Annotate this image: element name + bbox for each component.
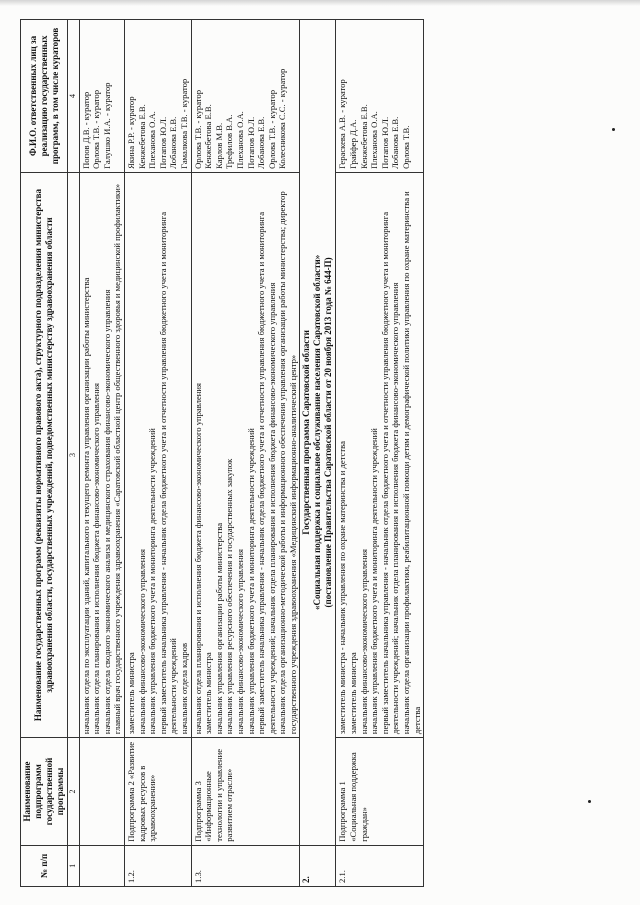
header-col-fio: Ф.И.О. ответственных лиц за реализацию государственных программ, в том числе кураторов: [21, 20, 68, 173]
row-name: Подпрограмма 2 «Развитие кадровых ресурсов в здравоохранении»: [124, 738, 191, 846]
row-num: 2.1.: [336, 845, 424, 886]
header-col-subprogram: Наименование подпрограмм государственной программы: [21, 738, 68, 846]
row-fio: Якина Р.Р. - куратор Кенжебетова Е.В. Плеханова О.А. Потапов Ю.Л. Лобанова Е.В. Гамалкова Т.В. - куратор: [124, 20, 191, 173]
row-name: [79, 738, 124, 846]
colnum-4: 4: [68, 20, 80, 173]
section-row: [300, 20, 336, 887]
row-fio: Гераскева А.В. - куратор Грайфер Д.А. Кенжебетова Е.В. Плеханова О.А. Потапов Ю.Л. Лобанова Е.В. Орлова Т.В.: [336, 20, 424, 173]
programs-table: [20, 19, 424, 887]
colnum-3: 3: [68, 172, 80, 737]
header-col-responsible: Наименование государственных программ (реквизиты нормативного правового акта), структурного подразделения министерства здравоохранения области, государственных учреждений, подведомственных министерству здравоохранения области: [21, 172, 68, 737]
table-row: [336, 20, 424, 887]
table-row: [124, 20, 191, 887]
row-num: [79, 845, 124, 886]
section-num: 2.: [300, 845, 336, 886]
table-row: [79, 20, 124, 887]
row-num: 1.3.: [191, 845, 300, 886]
row-name: Подпрограмма 3 «Информационные технологии и управление развитием отрасли»: [191, 738, 300, 846]
row-name: Подпрограмма 1 «Социальная поддержка граждан»: [336, 738, 424, 846]
row-responsible: заместитель министра начальник финансово-экономического управления начальник управления бюджетного учета и мониторинга деятельности учреждений первый заместитель начальника управления - начальник отдела бюджетного учета и отчетности управления бюджетного учета и мониторинга деятельности учреждений начальник отдела кадров: [124, 172, 191, 737]
header-col-no: № п/п: [21, 845, 68, 886]
row-responsible: заместитель министра - начальник управления по охране материнства и детства заместитель министра начальник финансово-экономического управления начальник управления бюджетного учета и мониторинга деятельности учреждений первый заместитель начальника управления - начальник отдела бюджетного учета и отчетности управления бюджетного учета и мониторинга деятельности учреждений; начальник отдела планирования и исполнения бюджета финансово-экономического управления начальник отдела организации профилактики, реабилитационной помощи детям и демографической политики управления по охране материнства и детства: [336, 172, 424, 737]
table-header-row: [21, 20, 68, 887]
row-num: 1.2.: [124, 845, 191, 886]
table-row: [191, 20, 300, 887]
row-fio: Орлова Т.В. - куратор Кенжебетова Е.В. Карлов М.В. Трефилов В.А. Плеханова О.А. Потапов Ю.Л. Лобанова Е.В. Орлова Т.В. - куратор Колесникова С.С. - куратор: [191, 20, 300, 173]
row-responsible: начальник отдела планирования и исполнения бюджета финансово-экономического управления заместитель министра начальник управления организации работы министерства начальник управления ресурсного обеспечения и государственных закупок начальник финансово-экономического управления начальник управления бюджетного учета и мониторинга деятельности учреждений первый заместитель начальника управления - начальник отдела бюджетного учета и отчетности управления бюджетного учета и мониторинга деятельности учреждений; начальник отдела планирования и исполнения бюджета финансово-экономического управления начальник отдела организационно-методической работы и информационного обеспечения управления организации работы министерства; директор государственного учреждения здравоохранения «Медицинский информационно-аналитический центр»: [191, 172, 300, 737]
colnum-1: 1: [68, 845, 80, 886]
colnum-2: 2: [68, 738, 80, 846]
column-numbers-row: [68, 20, 80, 887]
section-title: Государственная программа Саратовской области «Социальная поддержка и социальное обслуживание населения Саратовской области» (постановление Правительства Саратовской области от 20 ноября 2013 года № 644-П): [300, 20, 336, 846]
row-responsible: начальник отдела по эксплуатации зданий, капитального и текущего ремонта управления организации работы министерства начальник отдела планирования и исполнения бюджета финансово-экономического управления начальник отдела сводного экономического анализа и медицинского страхования финансово-экономического управления главный врач государственного учреждения здравоохранения «Саратовский областной центр общественного здоровья и медицинской профилактики»: [79, 172, 124, 737]
row-fio: Попов Д.В. - куратор Орлова Т.В. - куратор Галушко И.А. - куратор: [79, 20, 124, 173]
